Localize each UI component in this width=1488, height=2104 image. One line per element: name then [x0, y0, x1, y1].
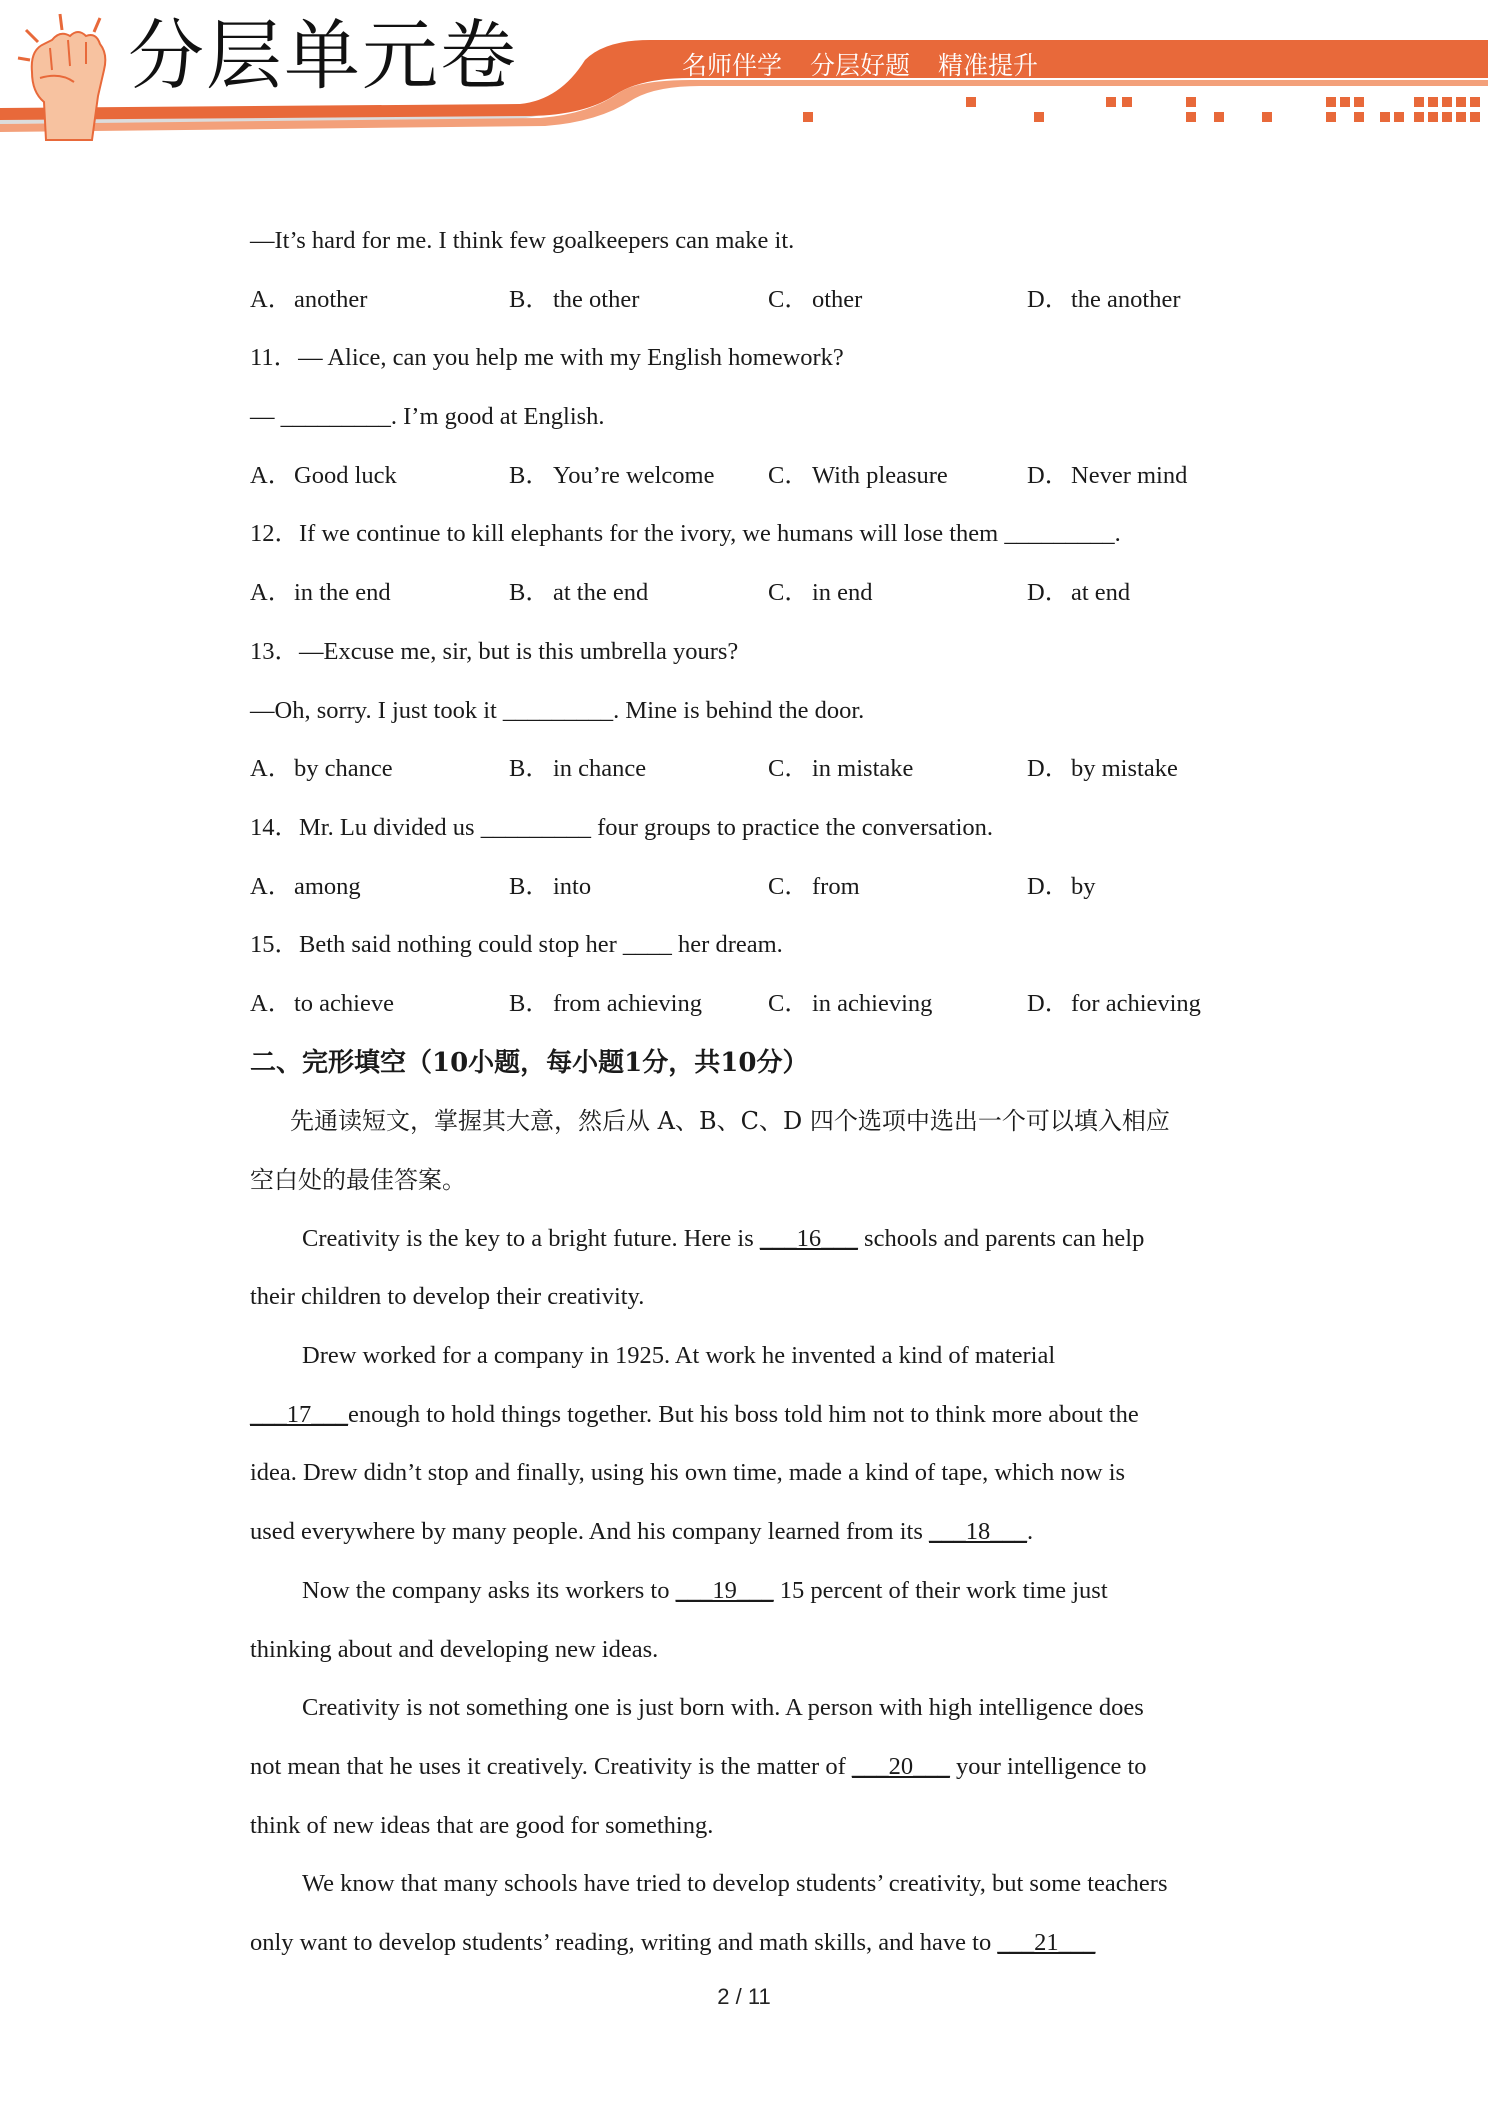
answer-option	[1027, 564, 1286, 623]
option-letter: D．	[1027, 461, 1070, 489]
answer-option	[509, 740, 768, 799]
option-letter: B．	[509, 989, 550, 1017]
option-text: in end	[812, 579, 873, 607]
cloze-blank: ___18___	[929, 1518, 1028, 1546]
option-text: from achieving	[553, 989, 702, 1017]
option-text: Never mind	[1071, 461, 1188, 489]
page-number: 2 / 11	[717, 1984, 771, 2009]
answer-option	[250, 271, 509, 330]
option-text: in mistake	[812, 755, 914, 783]
page-content	[250, 212, 1270, 1973]
answer-option	[250, 564, 509, 623]
option-letter: D．	[1027, 989, 1070, 1017]
option-text: in achieving	[812, 989, 933, 1017]
slogan-item: 分层好题	[810, 51, 911, 80]
passage-text: thinking about and developing new ideas.	[250, 1635, 659, 1663]
option-text: in the end	[294, 579, 391, 607]
option-letter: C．	[768, 579, 809, 607]
passage-text: Creativity is the key to a bright future. Here is	[302, 1224, 760, 1252]
question-stem: —Oh, sorry. I just took it _________. Mine is behind the door.	[250, 696, 865, 724]
banner-slogan	[682, 46, 1182, 82]
answer-option	[768, 740, 1027, 799]
option-text: in chance	[553, 755, 647, 783]
passage-line	[250, 1914, 1270, 1973]
passage-text: .	[1027, 1518, 1034, 1546]
option-letter: A．	[250, 461, 293, 489]
answer-option	[509, 858, 768, 917]
answer-option	[509, 975, 768, 1034]
passage-line	[250, 1210, 1270, 1269]
option-letter: D．	[1027, 579, 1070, 607]
option-letter: A．	[250, 579, 293, 607]
answer-option	[768, 858, 1027, 917]
option-letter: C．	[768, 989, 809, 1017]
option-text: Good luck	[294, 461, 397, 489]
question-stem: — _________. I’m good at English.	[250, 403, 605, 431]
option-text: from	[812, 872, 860, 900]
question-stem: 15．Beth said nothing could stop her ____ her dream.	[250, 931, 783, 959]
option-letter: C．	[768, 872, 809, 900]
slogan-item: 名师伴学	[682, 51, 783, 80]
option-text: to achieve	[294, 989, 394, 1017]
answer-option	[768, 271, 1027, 330]
option-row	[250, 740, 1270, 799]
cloze-passage	[250, 1210, 1270, 1973]
passage-text: 15 percent of their work time just	[773, 1576, 1108, 1604]
answer-option	[1027, 271, 1286, 330]
option-letter: A．	[250, 989, 293, 1017]
question-stem: 12．If we continue to kill elephants for the ivory, we humans will lose them _________.	[250, 520, 1121, 548]
passage-line	[250, 1327, 1270, 1386]
option-letter: A．	[250, 285, 293, 313]
slogan-item: 精准提升	[938, 51, 1039, 80]
passage-text: enough to hold things together. But his boss told him not to think more about the	[348, 1400, 1139, 1428]
instruction-line: 空白处的最佳答案。	[250, 1166, 466, 1194]
option-row	[250, 858, 1270, 917]
option-text: at end	[1071, 579, 1131, 607]
answer-option	[1027, 858, 1286, 917]
option-text: the other	[553, 285, 640, 313]
option-letter: D．	[1027, 285, 1070, 313]
passage-line	[250, 1386, 1270, 1445]
answer-option	[250, 740, 509, 799]
header-banner	[0, 0, 1488, 150]
passage-text: think of new ideas that are good for something.	[250, 1811, 714, 1839]
answer-option	[509, 271, 768, 330]
option-letter: B．	[509, 872, 550, 900]
answer-option	[1027, 975, 1286, 1034]
option-text: into	[553, 872, 592, 900]
answer-option	[768, 447, 1027, 506]
question-stem: 11．— Alice, can you help me with my English homework?	[250, 344, 844, 372]
answer-option	[509, 564, 768, 623]
option-row	[250, 447, 1270, 506]
option-letter: B．	[509, 461, 550, 489]
option-text: for achieving	[1071, 989, 1201, 1017]
passage-line	[250, 1679, 1270, 1738]
cloze-blank: ___16___	[759, 1224, 858, 1252]
answer-option	[250, 975, 509, 1034]
answer-option	[509, 447, 768, 506]
question-list	[250, 212, 1270, 1034]
decorative-dots	[803, 97, 1480, 122]
passage-text: schools and parents can help	[857, 1224, 1145, 1252]
passage-text: used everywhere by many people. And his company learned from its	[250, 1518, 930, 1546]
option-text: among	[294, 872, 361, 900]
option-text: another	[294, 285, 368, 313]
passage-text: not mean that he uses it creatively. Creativity is the matter of	[250, 1752, 852, 1780]
answer-option	[250, 447, 509, 506]
passage-text: idea. Drew didn’t stop and finally, using his own time, made a kind of tape, which now is	[250, 1459, 1126, 1487]
option-text: With pleasure	[812, 461, 948, 489]
option-letter: B．	[509, 579, 550, 607]
question-stem: 14．Mr. Lu divided us _________ four groups to practice the conversation.	[250, 813, 994, 841]
banner-title: 分层单元卷	[128, 11, 518, 100]
option-row	[250, 564, 1270, 623]
option-letter: D．	[1027, 755, 1070, 783]
instruction-line: 先通读短文，掌握其大意，然后从 A、B、C、D 四个选项中选出一个可以填入相应	[290, 1107, 1170, 1136]
passage-text: Creativity is not something one is just born with. A person with high intelligence does	[302, 1694, 1144, 1722]
cloze-blank: ___21___	[997, 1928, 1096, 1956]
section-heading: 二、完形填空（10小题，每小题1分，共10分）	[250, 1047, 809, 1078]
option-letter: C．	[768, 755, 809, 783]
cloze-blank: ___19___	[675, 1576, 774, 1604]
answer-option	[768, 564, 1027, 623]
question-stem: 13．—Excuse me, sir, but is this umbrella yours?	[250, 637, 739, 665]
passage-text: Now the company asks its workers to	[302, 1576, 676, 1604]
option-row	[250, 975, 1270, 1034]
option-letter: D．	[1027, 872, 1070, 900]
option-letter: B．	[509, 285, 550, 313]
answer-option	[1027, 740, 1286, 799]
passage-text: your intelligence to	[949, 1752, 1147, 1780]
option-text: by chance	[294, 755, 393, 783]
passage-line	[250, 1562, 1270, 1621]
passage-line	[250, 1444, 1270, 1503]
passage-text: only want to develop students’ reading, writing and math skills, and have to	[250, 1928, 998, 1956]
question-stem: —It’s hard for me. I think few goalkeepers can make it.	[250, 227, 795, 254]
option-text: by mistake	[1071, 755, 1178, 783]
passage-line	[250, 1797, 1270, 1856]
passage-text: We know that many schools have tried to develop students’ creativity, but some teachers	[302, 1870, 1168, 1898]
option-text: at the end	[553, 579, 649, 607]
cloze-blank: ___17___	[250, 1400, 348, 1428]
passage-line	[250, 1268, 1270, 1327]
option-row	[250, 271, 1270, 330]
answer-option	[1027, 447, 1286, 506]
option-text: other	[812, 285, 863, 313]
option-letter: A．	[250, 755, 293, 783]
passage-line	[250, 1621, 1270, 1680]
option-text: You’re welcome	[553, 461, 715, 489]
answer-option	[250, 858, 509, 917]
passage-line	[250, 1855, 1270, 1914]
passage-line	[250, 1503, 1270, 1562]
option-letter: B．	[509, 755, 550, 783]
passage-line	[250, 1738, 1270, 1797]
cloze-blank: ___20___	[851, 1752, 950, 1780]
passage-text: their children to develop their creativity.	[250, 1283, 645, 1311]
option-letter: A．	[250, 872, 293, 900]
answer-option	[768, 975, 1027, 1034]
option-text: by	[1071, 872, 1096, 900]
passage-text: Drew worked for a company in 1925. At work he invented a kind of material	[302, 1342, 1056, 1370]
option-letter: C．	[768, 461, 809, 489]
option-text: the another	[1071, 285, 1181, 313]
option-letter: C．	[768, 285, 809, 313]
